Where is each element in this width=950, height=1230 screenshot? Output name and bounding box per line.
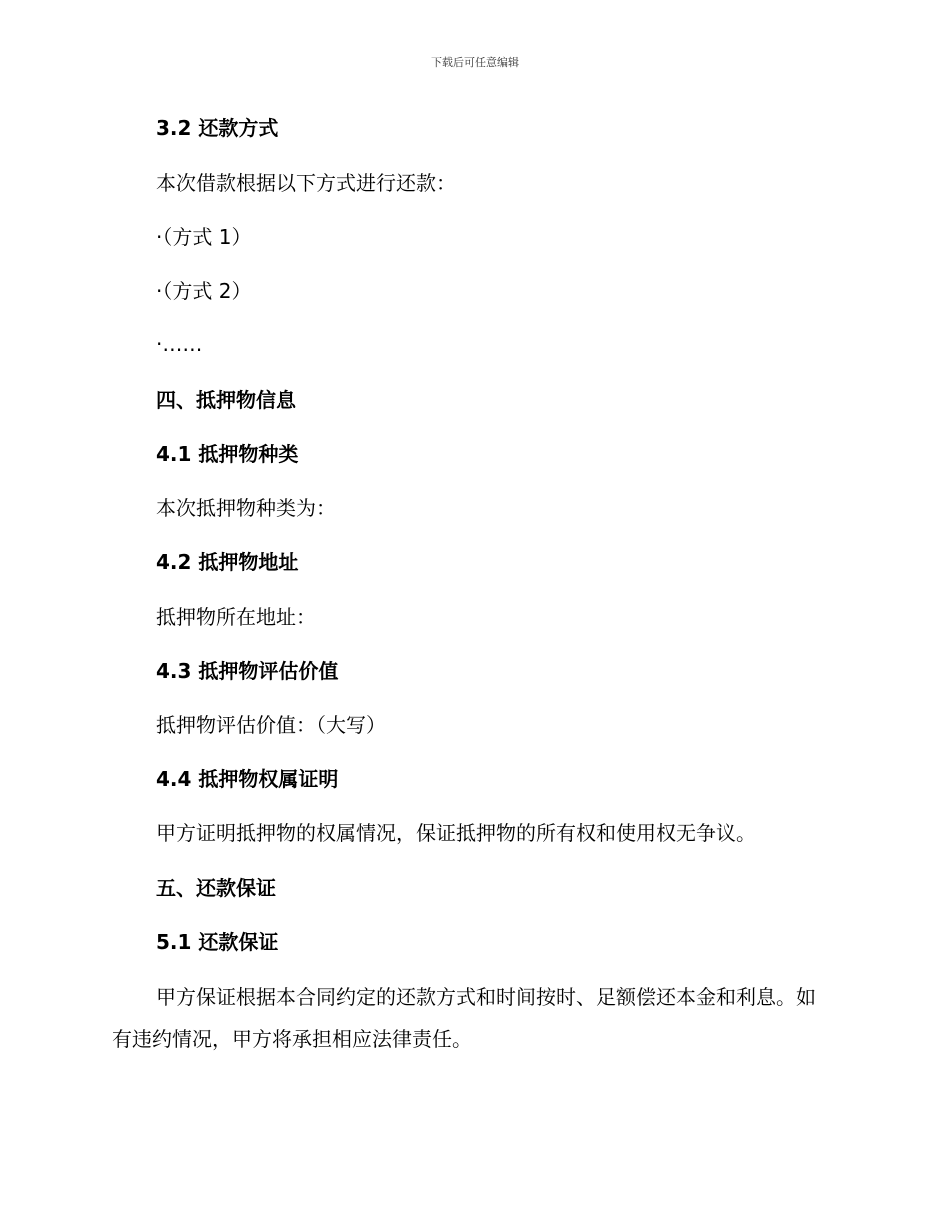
section-title-5: 五、还款保证 — [156, 876, 276, 900]
section-title-4-2: 4.2 抵押物地址 — [156, 550, 299, 574]
section-text-4-1: 本次抵押物种类为： — [156, 496, 336, 520]
section-text-4-3: 抵押物评估价值：（大写） — [156, 713, 386, 737]
list-item-method-2: ·（方式 2） — [156, 279, 252, 303]
section-title-4: 四、抵押物信息 — [156, 388, 296, 412]
list-item-method-1: ·（方式 1） — [156, 225, 252, 249]
page-header: 下载后可任意编辑 — [431, 56, 519, 69]
section-text-4-4: 甲方证明抵押物的权属情况，保证抵押物的所有权和使用权无争议。 — [156, 821, 756, 845]
section-text-3-2: 本次借款根据以下方式进行还款： — [156, 171, 456, 195]
section-title-3-2: 3.2 还款方式 — [156, 116, 279, 140]
section-title-4-1: 4.1 抵押物种类 — [156, 442, 299, 466]
section-title-4-3: 4.3 抵押物评估价值 — [156, 659, 339, 683]
section-title-5-1: 5.1 还款保证 — [156, 930, 279, 954]
section-title-4-4: 4.4 抵押物权属证明 — [156, 767, 339, 791]
section-text-4-2: 抵押物所在地址： — [156, 605, 316, 629]
section-text-5-1: 甲方保证根据本合同约定的还款方式和时间按时、足额偿还本金和利息。如有违约情况，甲方将承担相应法律责任。 — [112, 985, 816, 1051]
list-item-ellipsis: ·…… — [156, 332, 203, 356]
